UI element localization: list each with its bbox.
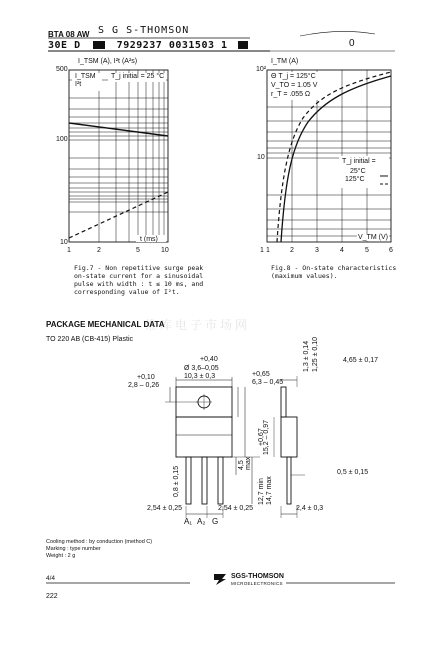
pin-a1	[186, 457, 191, 504]
fig8-y-title: I_TM (A)	[271, 58, 299, 65]
caption-line: pulse with width : t ≤ 10 ms, and	[74, 280, 204, 288]
handwritten-brand: S G S-THOMSON	[98, 25, 190, 36]
dim-label: Ø 3,6–0,05	[184, 365, 219, 372]
watermark: 维库电子市场网	[145, 318, 251, 332]
dim-label-vertical: max	[245, 456, 252, 470]
dim-label: 0,5 ± 0,15	[337, 469, 369, 476]
dim-label: 2,8 – 0,26	[128, 382, 160, 389]
dim-label: 6,3 – 0,45	[252, 379, 284, 386]
fig7-grid	[69, 70, 168, 242]
fig7-chart	[40, 62, 190, 262]
dim-label: 10,3 ± 0,3	[184, 373, 216, 380]
fig8-xtick: 6	[389, 247, 393, 254]
dim-label-vertical: +0,67	[258, 428, 265, 446]
page-number: 222	[46, 593, 58, 600]
dim-label-vertical: 1,3 ± 0,14	[303, 340, 310, 372]
dim-label: +0,65	[252, 371, 270, 378]
fig8-cond-tj: Θ T_j = 125°C	[271, 73, 316, 80]
dim-label-vertical: 1,25 ± 0,10	[312, 337, 319, 372]
pin-label-a2: A₂	[197, 517, 206, 526]
fig8-chart	[233, 62, 403, 262]
dim-label-vertical: 4,5	[238, 460, 245, 470]
caption-line: Fig.8 - On-state characteristics	[271, 264, 397, 272]
dim-label-vertical: 12,7 min	[258, 478, 265, 505]
dim-label-vertical: 15,2 – 0,97	[263, 419, 270, 455]
fig8-legend-title: T_j initial =	[342, 158, 376, 165]
side-tab	[281, 387, 286, 417]
dim-label: 2,54 ± 0,25	[218, 505, 253, 512]
fig8-legend-25: 25°C	[350, 168, 366, 175]
fig7-legend-i2t: I²t	[75, 81, 82, 88]
caption-line: Fig.7 - Non repetitive surge peak	[74, 264, 204, 272]
fig8-ytick: 10²	[256, 66, 267, 73]
catalog-code-number: 7929237 0031503 1	[116, 40, 228, 51]
pin-label-g: G	[212, 517, 219, 526]
fig7-y-title: I_TSM (A), I²t (A²s)	[78, 58, 138, 65]
fig7-x-label: t (ms)	[140, 236, 158, 243]
fig7-caption	[74, 264, 203, 296]
fig8-cond-vto: V_TO = 1.05 V	[271, 82, 318, 89]
fig8-ytick: 1	[260, 247, 264, 254]
fig8-xtick: 2	[290, 247, 294, 254]
note-line: Weight : 2 g	[46, 553, 76, 559]
header-rules	[0, 0, 437, 60]
page-of: 4/4	[46, 575, 56, 582]
fig8-legend-125: 125°C	[345, 176, 365, 183]
dim-label: +0,40	[200, 356, 218, 363]
fig8-ytick: 10	[257, 154, 265, 161]
side-pin	[287, 457, 291, 504]
fig7-ytick: 100	[56, 136, 68, 143]
caption-line: (maximum values).	[271, 272, 338, 280]
logo-subtext: MICROELECTRONICS	[231, 581, 283, 586]
fig7-ytick: 500	[56, 66, 68, 73]
side-body	[281, 417, 297, 457]
package-type: TO 220 AB (CB-415) Plastic	[46, 336, 134, 343]
fig8-xtick: 1	[266, 247, 270, 254]
fig8-x-label: V_TM (V)	[358, 234, 388, 241]
pin-g	[218, 457, 223, 504]
fig7-xtick: 1	[67, 247, 71, 254]
dim-label: 4,65 ± 0,17	[343, 357, 378, 364]
package-notes	[46, 539, 152, 560]
fig7-xtick: 5	[136, 247, 140, 254]
section-title: PACKAGE MECHANICAL DATA	[46, 320, 165, 329]
fig7-condition: T_j initial = 25 °C	[111, 73, 165, 80]
note-line: Marking : type number	[46, 546, 101, 552]
fig8-caption	[271, 264, 396, 280]
pin-a2	[202, 457, 207, 504]
fig7-legend-itsm: I_TSM	[75, 73, 96, 80]
fig7-xtick: 10	[161, 247, 169, 254]
logo-text: SGS-THOMSON	[231, 573, 284, 580]
dim-label-vertical: 14,7 max	[266, 476, 273, 505]
dim-label: 2,4 ± 0,3	[296, 505, 324, 512]
caption-line: on-state current for a sinusoidal	[74, 272, 204, 280]
part-number: BTA 08 AW	[48, 30, 90, 39]
fig8-cond-rt: r_T = .055 Ω	[271, 91, 311, 98]
pin-label-a1: A₁	[184, 517, 193, 526]
st-logo-icon	[212, 572, 228, 586]
caption-line: corresponding value of I²t.	[74, 288, 180, 296]
fig7-ytick: 10	[60, 239, 68, 246]
corner-mark: 0	[349, 38, 355, 49]
fig8-xtick: 5	[365, 247, 369, 254]
fig8-xtick: 3	[315, 247, 319, 254]
catalog-code-prefix: 30E D	[48, 40, 81, 51]
dim-label: 2,54 ± 0,25	[147, 505, 182, 512]
fig8-xtick: 4	[340, 247, 344, 254]
note-line: Cooling method : by conduction (method C)	[46, 539, 153, 545]
dim-label: +0,10	[137, 374, 155, 381]
fig7-xtick: 2	[97, 247, 101, 254]
dim-label-vertical: 0,8 ± 0,15	[173, 465, 180, 497]
package-body	[176, 417, 232, 457]
